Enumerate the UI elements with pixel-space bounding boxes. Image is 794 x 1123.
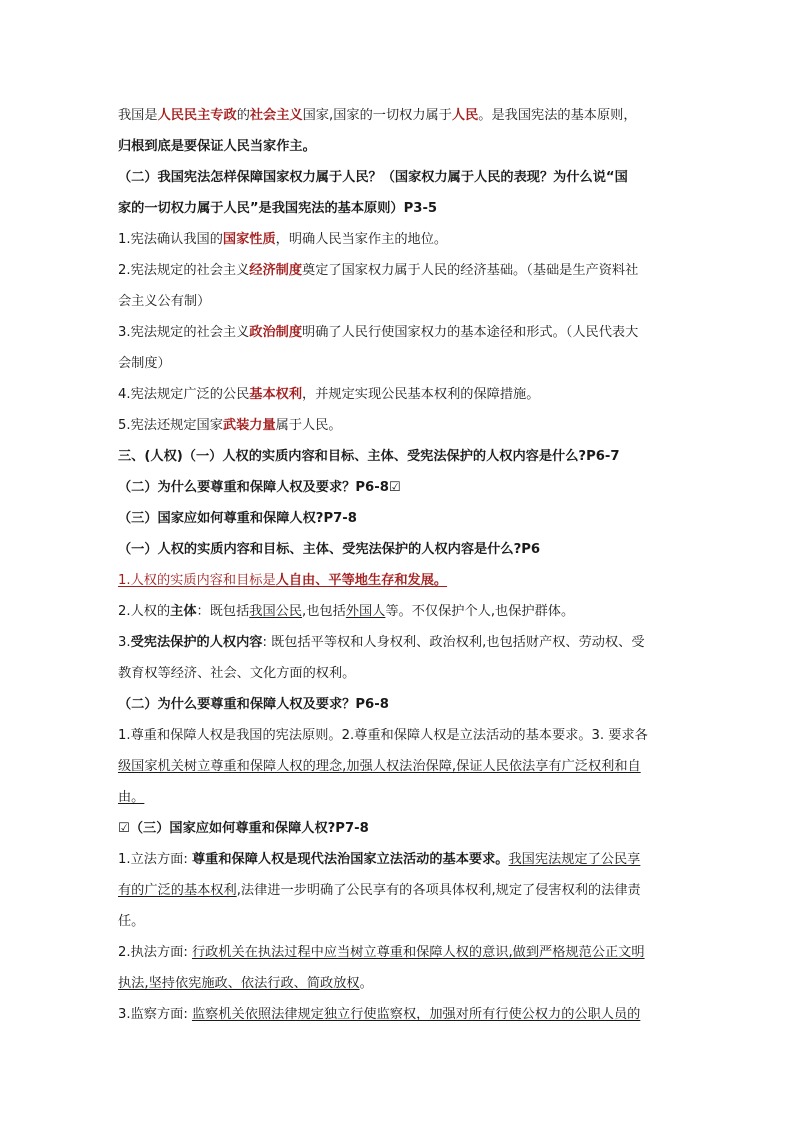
text-segment: 1.宪法确认我国的 [118, 232, 223, 247]
text-segment: ：既包括 [196, 604, 250, 619]
text-line-s3_h6 [118, 813, 678, 844]
text-segment: 2.执法方面: [118, 945, 192, 960]
text-line-s3_h1 [118, 441, 678, 472]
text-line-s3_h2 [118, 472, 678, 503]
text-segment: 属于人民。 [275, 418, 342, 433]
text-segment: 3. [118, 635, 131, 650]
text-segment: 主体 [170, 604, 197, 619]
text-segment: 2.宪法规定的社会主义 [118, 263, 250, 278]
text-line-x2_l2 [118, 968, 678, 999]
document-body [118, 100, 678, 1030]
text-line-s3_h5 [118, 689, 678, 720]
text-segment: ,也包括 [302, 604, 346, 619]
text-line-h2_l2 [118, 193, 678, 224]
text-segment: 外国人 [345, 604, 386, 619]
text-line-x1_l1 [118, 844, 678, 875]
text-segment: （二）我国宪法怎样保障国家权力属于人民？（国家权力属于人民的表现？为什么说“国 [118, 170, 628, 185]
text-segment: 由。 [118, 790, 145, 805]
text-segment: 行政机关在执法过程中应当树立尊重和保障人权的意识,做到严格规范公正文明 [191, 945, 645, 960]
text-segment: 人民民主专政 [157, 108, 237, 123]
text-segment: 我国公民 [249, 604, 303, 619]
text-line-r3_l2 [118, 658, 678, 689]
text-segment: 执法,坚持依宪施政、依法行政、简政放权 [118, 976, 360, 991]
text-line-w1_l2 [118, 751, 678, 782]
text-segment: : 既包括平等权和人身权利、政治权利,也包括财产权、劳动权、受 [262, 635, 645, 650]
text-line-s3_h4 [118, 534, 678, 565]
text-segment: （二）为什么要尊重和保障人权及要求？P6-8 [118, 697, 389, 712]
text-line-w1_l1 [118, 720, 678, 751]
text-segment: 级国家机关树立尊重和保障人权的理念,加强人权法治保障,保证人民依法享有广泛权利和自 [118, 759, 641, 774]
text-line-w1_l3 [118, 782, 678, 813]
text-segment: 基本权利 [249, 387, 303, 402]
text-segment: 有的广泛的基本权利 [118, 883, 237, 898]
text-segment: 的 [236, 108, 250, 123]
text-segment: ,法律进一步明确了公民享有的各项具体权利,规定了侵害权利的法律责 [236, 883, 641, 898]
text-segment: 3.宪法规定的社会主义 [118, 325, 250, 340]
text-line-p1_l2 [118, 131, 678, 162]
text-segment: （二）为什么要尊重和保障人权及要求？P6-8☑ [118, 480, 401, 495]
text-segment: 1.人权的实质内容和目标是 [118, 573, 276, 588]
text-segment: （三）国家应如何尊重和保障人权?P7-8 [118, 511, 357, 526]
text-line-i2_l1 [118, 255, 678, 286]
text-line-p1_l1 [118, 100, 678, 131]
text-line-i5 [118, 410, 678, 441]
text-segment: ☑（三）国家应如何尊重和保障人权?P7-8 [118, 821, 369, 836]
text-segment: 监察机关依照法律规定独立行使监察权，加强对所有行使公权力的公职人员的 [191, 1007, 641, 1022]
text-line-h2_l1 [118, 162, 678, 193]
text-segment: ，明确人民当家作主的地位。 [275, 232, 448, 247]
text-segment: 任。 [118, 914, 145, 929]
text-segment: 人自由、平等地生存和发展。 [275, 573, 448, 588]
text-line-x2_l1 [118, 937, 678, 968]
text-segment: 明确了人民行使国家权力的基本途径和形式。（人民代表大 [302, 325, 639, 340]
text-line-i3_l2 [118, 348, 678, 379]
text-segment: 1.立法方面: [118, 852, 192, 867]
text-line-i3_l1 [118, 317, 678, 348]
text-segment: 经济制度 [249, 263, 303, 278]
text-segment: 5.宪法还规定国家 [118, 418, 223, 433]
text-segment: 武装力量 [222, 418, 276, 433]
text-line-s3_h3 [118, 503, 678, 534]
text-segment: 会主义公有制） [118, 294, 211, 309]
text-line-r1 [118, 565, 678, 596]
text-segment: （一）人权的实质内容和目标、主体、受宪法保护的人权内容是什么?P6 [118, 542, 541, 557]
text-segment: 归根到底是要保证人民当家作主。 [118, 139, 316, 154]
text-segment: 社会主义 [249, 108, 303, 123]
text-line-x1_l2 [118, 875, 678, 906]
text-segment: 我国宪法规定了公民享 [508, 852, 641, 867]
text-segment: 会制度） [118, 356, 171, 371]
text-segment: 2.人权的 [118, 604, 171, 619]
text-segment: 受宪法保护的人权内容 [130, 635, 263, 650]
text-line-r3_l1 [118, 627, 678, 658]
text-segment: 政治制度 [249, 325, 303, 340]
text-segment: 等。不仅保护个人,也保护群体。 [385, 604, 575, 619]
text-line-x3_l1 [118, 999, 678, 1030]
text-segment: 1.尊重和保障人权是我国的宪法原则。2.尊重和保障人权是立法活动的基本要求。3. 要求各 [118, 728, 648, 743]
text-segment: 国家,国家的一切权力属于 [302, 108, 452, 123]
text-line-i2_l2 [118, 286, 678, 317]
text-segment: 3.监察方面: [118, 1007, 192, 1022]
text-segment: 。 [359, 976, 373, 991]
text-line-i4 [118, 379, 678, 410]
text-segment: 教育权等经济、社会、文化方面的权利。 [118, 666, 356, 681]
text-segment: ，并规定实现公民基本权利的保障措施。 [302, 387, 540, 402]
text-segment: 国家性质 [222, 232, 276, 247]
text-segment: 人民 [451, 108, 479, 123]
text-segment: 。是我国宪法的基本原则， [478, 108, 637, 123]
text-segment: 4.宪法规定广泛的公民 [118, 387, 250, 402]
text-segment: 我国是 [118, 108, 158, 123]
text-line-r2 [118, 596, 678, 627]
text-segment: 三、(人权)（一）人权的实质内容和目标、主体、受宪法保护的人权内容是什么?P6-7 [118, 449, 620, 464]
text-segment: 家的一切权力属于人民”是我国宪法的基本原则）P3-5 [118, 201, 438, 216]
text-segment: 奠定了国家权力属于人民的经济基础。（基础是生产资料社 [302, 263, 639, 278]
text-line-i1 [118, 224, 678, 255]
text-segment: 尊重和保障人权是现代法治国家立法活动的基本要求。 [191, 852, 509, 867]
text-line-x1_l3 [118, 906, 678, 937]
